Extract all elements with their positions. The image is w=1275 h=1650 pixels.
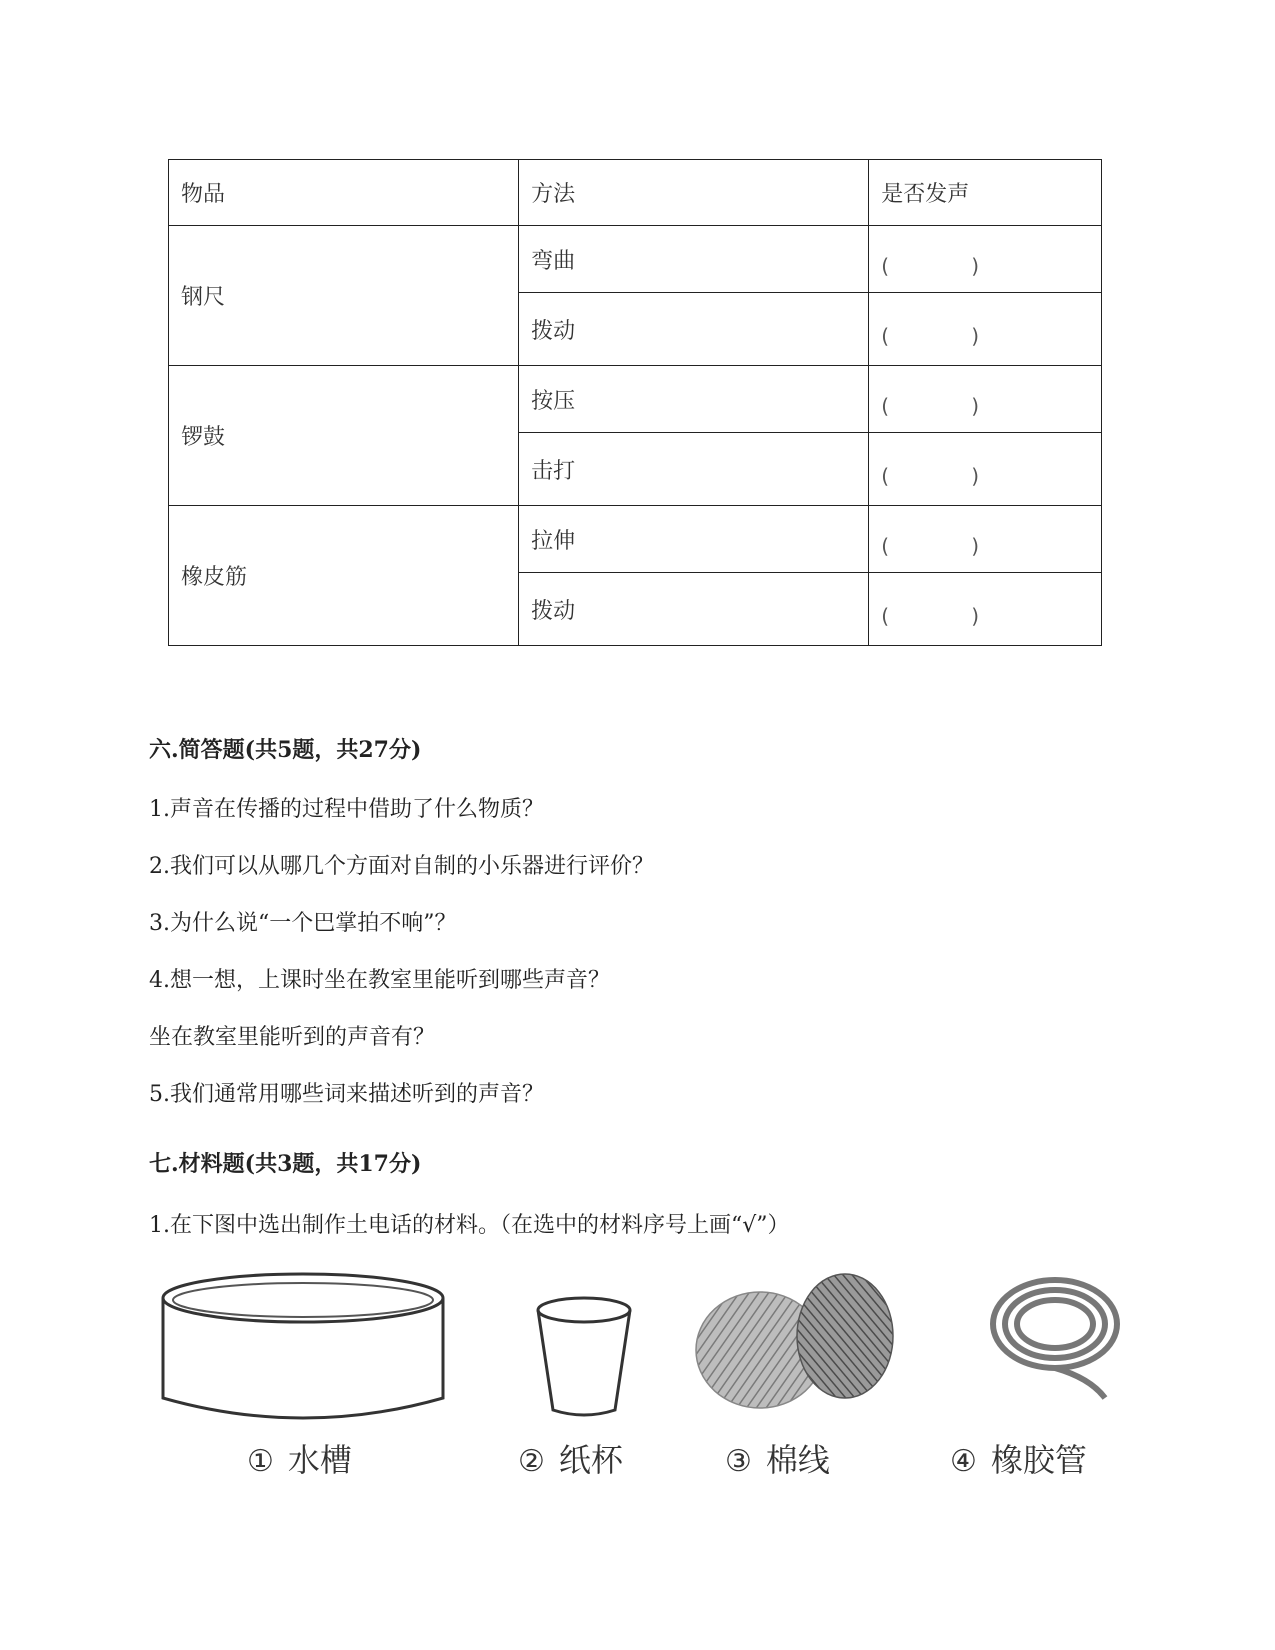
table-row [169,506,1102,573]
table-header-cell: 是否发声 [869,160,1102,226]
table-header-cell: 方法 [519,160,869,226]
material-label[interactable]: ② 纸杯 [518,1441,623,1479]
question-text: 1.声音在传播的过程中借助了什么物质？ [149,797,544,822]
item-cell: 橡皮筋 [169,506,519,646]
question-text: 1.在下图中选出制作土电话的材料。（在选中的材料序号上画“√”） [149,1213,790,1238]
answer-cell[interactable]: ( ) [869,293,1102,366]
answer-cell[interactable]: ( ) [869,573,1102,646]
table-header-row [169,160,1102,226]
table-row [169,366,1102,433]
question-text: 坐在教室里能听到的声音有？ [149,1025,436,1050]
material-label[interactable]: ③ 棉线 [725,1441,830,1479]
question-text: 5.我们通常用哪些词来描述听到的声音？ [149,1082,544,1107]
answer-cell[interactable]: ( ) [869,366,1102,433]
cotton-thread-icon [696,1274,893,1408]
answer-cell[interactable]: ( ) [869,506,1102,573]
method-cell: 按压 [519,366,869,433]
method-cell: 拨动 [519,573,869,646]
method-cell: 弯曲 [519,226,869,293]
method-cell: 击打 [519,433,869,506]
water-tank-icon [163,1274,443,1418]
method-cell: 拉伸 [519,506,869,573]
question-text: 3.为什么说“一个巴掌拍不响”？ [149,911,457,936]
sound-table [168,159,1102,646]
rubber-tube-icon [993,1280,1117,1398]
item-cell: 锣鼓 [169,366,519,506]
material-label[interactable]: ① 水槽 [247,1441,352,1479]
section-title: 七.材料题(共3题，共17分) [149,1151,422,1177]
answer-cell[interactable]: ( ) [869,433,1102,506]
table-row [169,226,1102,293]
question-text: 4.想一想，上课时坐在教室里能听到哪些声音？ [149,968,610,993]
item-cell: 钢尺 [169,226,519,366]
table-header-cell: 物品 [169,160,519,226]
method-cell: 拨动 [519,293,869,366]
paper-cup-icon [538,1298,630,1415]
answer-cell[interactable]: ( ) [869,226,1102,293]
material-label[interactable]: ④ 橡胶管 [950,1441,1087,1479]
section-title: 六.简答题(共5题，共27分) [149,737,422,763]
question-text: 2.我们可以从哪几个方面对自制的小乐器进行评价？ [149,854,654,879]
